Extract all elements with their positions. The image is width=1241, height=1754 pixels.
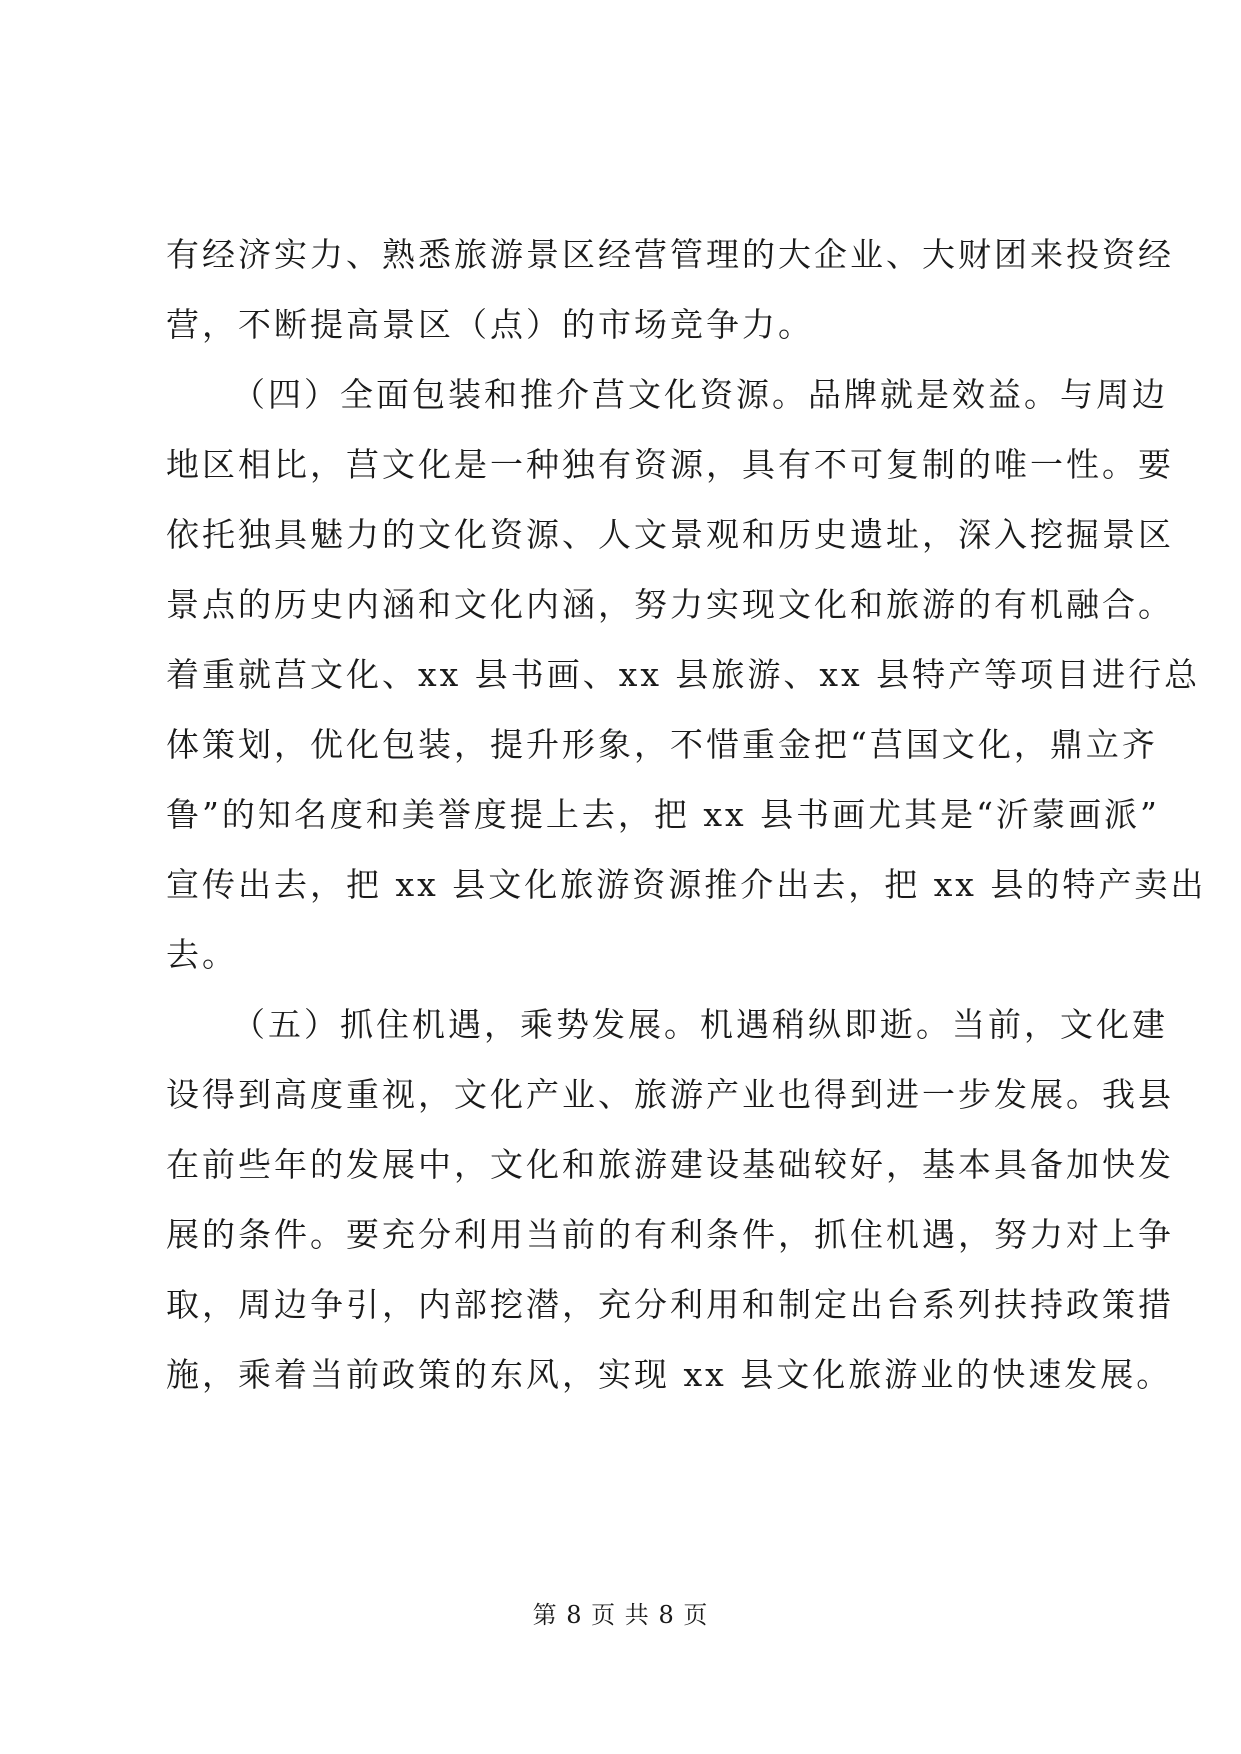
paragraph-3-line-2: 设得到高度重视，文化产业、旅游产业也得到进一步发展。我县 xyxy=(166,1075,1174,1114)
paragraph-1-line-2: 营，不断提高景区（点）的市场竞争力。 xyxy=(166,305,814,344)
paragraph-2-line-6: 体策划，优化包装，提升形象，不惜重金把“莒国文化，鼎立齐 xyxy=(166,725,1158,764)
paragraph-3-line-5: 取，周边争引，内部挖潜，充分利用和制定出台系列扶持政策措 xyxy=(166,1285,1174,1324)
paragraph-3-line-1: （五）抓住机遇，乘势发展。机遇稍纵即逝。当前，文化建 xyxy=(232,1005,1168,1044)
paragraph-3-line-6: 施，乘着当前政策的东风，实现 xx 县文化旅游业的快速发展。 xyxy=(166,1355,1173,1394)
paragraph-3-line-3: 在前些年的发展中，文化和旅游建设基础较好，基本具备加快发 xyxy=(166,1145,1174,1184)
page-number-footer: 第 8 页 共 8 页 xyxy=(532,1601,709,1629)
paragraph-3-line-4: 展的条件。要充分利用当前的有利条件，抓住机遇，努力对上争 xyxy=(166,1215,1174,1254)
paragraph-2-line-9: 去。 xyxy=(166,935,238,974)
paragraph-2-line-2: 地区相比，莒文化是一种独有资源，具有不可复制的唯一性。要 xyxy=(166,445,1174,484)
paragraph-2-line-5: 着重就莒文化、xx 县书画、xx 县旅游、xx 县特产等项目进行总 xyxy=(166,655,1201,694)
paragraph-2-line-8: 宣传出去，把 xx 县文化旅游资源推介出去，把 xx 县的特产卖出 xyxy=(166,865,1207,904)
paragraph-2-line-3: 依托独具魅力的文化资源、人文景观和历史遗址，深入挖掘景区 xyxy=(166,515,1174,554)
paragraph-2-line-7: 鲁”的知名度和美誉度提上去，把 xx 县书画尤其是“沂蒙画派” xyxy=(166,795,1160,834)
paragraph-1-line-1: 有经济实力、熟悉旅游景区经营管理的大企业、大财团来投资经 xyxy=(166,235,1174,274)
paragraph-2-line-1: （四）全面包装和推介莒文化资源。品牌就是效益。与周边 xyxy=(232,375,1168,414)
paragraph-2-line-4: 景点的历史内涵和文化内涵，努力实现文化和旅游的有机融合。 xyxy=(166,585,1174,624)
